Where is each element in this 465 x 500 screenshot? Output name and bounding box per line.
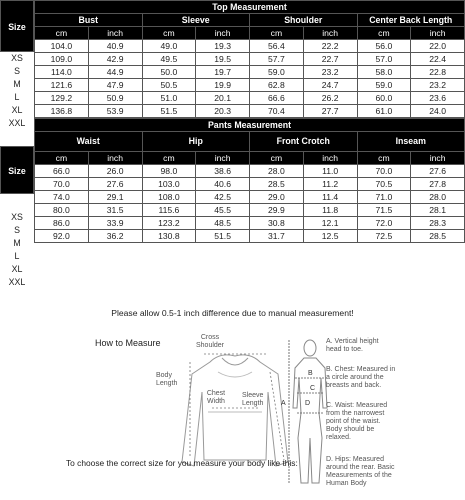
- table-cell: 28.0: [411, 191, 465, 204]
- table-cell: 70.0: [35, 178, 89, 191]
- table-cell: 71.5: [357, 204, 411, 217]
- unit-inch: inch: [196, 27, 250, 40]
- table-cell: 26.2: [303, 92, 357, 105]
- unit-inch: inch: [303, 152, 357, 165]
- table-row: [35, 53, 465, 66]
- table-cell: 29.9: [250, 204, 304, 217]
- unit-cm: cm: [35, 152, 89, 165]
- marker-d: D: [305, 400, 311, 407]
- table-cell: 22.7: [303, 53, 357, 66]
- size-label: S: [14, 66, 20, 76]
- table-cell: 51.5: [196, 230, 250, 243]
- unit-inch: inch: [411, 27, 465, 40]
- legend-d: D. Hips: Measured around the rear. Basic Measurements of the Human Body: [326, 456, 395, 487]
- group-center-back-length: Center Back Length: [357, 14, 465, 27]
- table-cell: 12.5: [303, 230, 357, 243]
- table-cell: 80.0: [35, 204, 89, 217]
- top-measurement-table: [34, 0, 465, 118]
- unit-inch: inch: [196, 152, 250, 165]
- table-cell: 19.7: [196, 66, 250, 79]
- body-length-label: Body Length: [156, 372, 178, 387]
- table-cell: 12.1: [303, 217, 357, 230]
- table-row: [35, 230, 465, 243]
- table-cell: 129.2: [35, 92, 89, 105]
- table-cell: 114.0: [35, 66, 89, 79]
- table-cell: 49.0: [142, 40, 196, 53]
- unit-cm: cm: [250, 27, 304, 40]
- group-sleeve: Sleeve: [142, 14, 250, 27]
- table-cell: 136.8: [35, 105, 89, 118]
- how-to-measure-title: How to Measure: [95, 338, 161, 348]
- table-row: [35, 204, 465, 217]
- table-cell: 22.4: [411, 53, 465, 66]
- table-cell: 22.8: [411, 66, 465, 79]
- size-label: M: [13, 238, 21, 248]
- choose-size-text: To choose the correct size for you measure your body like this:: [66, 458, 298, 468]
- table-cell: 38.6: [196, 165, 250, 178]
- unit-cm: cm: [35, 27, 89, 40]
- group-bust: Bust: [35, 14, 143, 27]
- group-shoulder: Shoulder: [250, 14, 358, 27]
- marker-c: C: [310, 385, 316, 392]
- unit-inch: inch: [303, 27, 357, 40]
- how-to-measure-diagram: [0, 330, 465, 500]
- unit-inch: inch: [88, 27, 142, 40]
- chest-width-label: Chest Width: [206, 390, 226, 405]
- top-title: Top Measurement: [35, 1, 465, 14]
- table-cell: 70.0: [357, 165, 411, 178]
- table-cell: 29.1: [88, 191, 142, 204]
- table-cell: 20.3: [196, 105, 250, 118]
- table-cell: 27.8: [411, 178, 465, 191]
- size-label: XS: [11, 53, 23, 63]
- table-cell: 92.0: [35, 230, 89, 243]
- table-row: [35, 178, 465, 191]
- size-label: XXL: [8, 277, 26, 287]
- size-label: L: [14, 251, 20, 261]
- table-cell: 98.0: [142, 165, 196, 178]
- size-label: XL: [11, 105, 23, 115]
- table-cell: 57.0: [357, 53, 411, 66]
- pants-measurement-table: [34, 118, 465, 243]
- table-row: [35, 217, 465, 230]
- table-cell: 23.6: [411, 92, 465, 105]
- table-cell: 33.9: [88, 217, 142, 230]
- table-cell: 27.7: [303, 105, 357, 118]
- size-header-pants: Size: [0, 146, 34, 194]
- legend-c: C. Waist: Measured from the narrowest point of the waist. Body should be relaxed.: [326, 402, 388, 441]
- size-header-top: Size: [0, 0, 34, 52]
- unit-cm: cm: [250, 152, 304, 165]
- unit-cm: cm: [357, 27, 411, 40]
- measurement-note: Please allow 0.5-1 inch difference due to manual measurement!: [111, 308, 354, 318]
- table-cell: 11.2: [303, 178, 357, 191]
- table-cell: 11.4: [303, 191, 357, 204]
- group-front-crotch: Front Crotch: [250, 132, 358, 152]
- table-row: [35, 40, 465, 53]
- table-cell: 28.0: [250, 165, 304, 178]
- table-row: [35, 92, 465, 105]
- table-cell: 53.9: [88, 105, 142, 118]
- table-cell: 47.9: [88, 79, 142, 92]
- sleeve-length-label: Sleeve Length: [242, 392, 264, 407]
- table-row: [35, 105, 465, 118]
- table-cell: 66.6: [250, 92, 304, 105]
- size-chart: [34, 0, 465, 243]
- legend-b: B. Chest: Measured in a circle around the breasts and back.: [326, 366, 396, 389]
- unit-inch: inch: [88, 152, 142, 165]
- table-row: [35, 191, 465, 204]
- size-label: XL: [11, 264, 23, 274]
- table-cell: 121.6: [35, 79, 89, 92]
- table-cell: 123.2: [142, 217, 196, 230]
- table-cell: 11.0: [303, 165, 357, 178]
- marker-b: B: [308, 370, 313, 377]
- cross-shoulder-label: Cross Shoulder: [195, 334, 225, 349]
- table-cell: 11.8: [303, 204, 357, 217]
- table-cell: 72.5: [357, 230, 411, 243]
- table-cell: 51.0: [142, 92, 196, 105]
- table-cell: 130.8: [142, 230, 196, 243]
- table-cell: 26.0: [88, 165, 142, 178]
- unit-cm: cm: [357, 152, 411, 165]
- size-label: S: [14, 225, 20, 235]
- table-row: [35, 165, 465, 178]
- size-label: M: [13, 79, 21, 89]
- group-waist: Waist: [35, 132, 143, 152]
- table-cell: 49.5: [142, 53, 196, 66]
- table-cell: 61.0: [357, 105, 411, 118]
- pants-title: Pants Measurement: [35, 119, 465, 132]
- table-row: [35, 79, 465, 92]
- table-cell: 48.5: [196, 217, 250, 230]
- legend-a: A. Vertical height head to toe.: [326, 338, 379, 353]
- table-cell: 24.0: [411, 105, 465, 118]
- table-cell: 72.0: [357, 217, 411, 230]
- table-cell: 42.9: [88, 53, 142, 66]
- unit-inch: inch: [411, 152, 465, 165]
- table-row: [35, 66, 465, 79]
- table-cell: 59.0: [357, 79, 411, 92]
- table-cell: 70.4: [250, 105, 304, 118]
- table-cell: 27.6: [411, 165, 465, 178]
- table-cell: 28.3: [411, 217, 465, 230]
- table-cell: 86.0: [35, 217, 89, 230]
- table-cell: 70.5: [357, 178, 411, 191]
- pants-size-column: [0, 211, 34, 289]
- table-cell: 36.2: [88, 230, 142, 243]
- table-cell: 108.0: [142, 191, 196, 204]
- table-cell: 115.6: [142, 204, 196, 217]
- table-cell: 71.0: [357, 191, 411, 204]
- table-cell: 28.1: [411, 204, 465, 217]
- table-cell: 51.5: [142, 105, 196, 118]
- unit-cm: cm: [142, 152, 196, 165]
- table-cell: 19.9: [196, 79, 250, 92]
- table-cell: 103.0: [142, 178, 196, 191]
- table-cell: 42.5: [196, 191, 250, 204]
- table-cell: 28.5: [411, 230, 465, 243]
- table-cell: 62.8: [250, 79, 304, 92]
- table-cell: 23.2: [303, 66, 357, 79]
- size-label: XS: [11, 212, 23, 222]
- top-size-column: [0, 52, 34, 130]
- size-label: L: [14, 92, 20, 102]
- table-cell: 40.6: [196, 178, 250, 191]
- table-cell: 50.5: [142, 79, 196, 92]
- table-cell: 27.6: [88, 178, 142, 191]
- table-cell: 74.0: [35, 191, 89, 204]
- unit-cm: cm: [142, 27, 196, 40]
- size-label: XXL: [8, 118, 26, 128]
- table-cell: 58.0: [357, 66, 411, 79]
- table-cell: 40.9: [88, 40, 142, 53]
- table-cell: 19.3: [196, 40, 250, 53]
- group-inseam: Inseam: [357, 132, 465, 152]
- table-cell: 60.0: [357, 92, 411, 105]
- table-cell: 29.0: [250, 191, 304, 204]
- group-hip: Hip: [142, 132, 250, 152]
- table-cell: 66.0: [35, 165, 89, 178]
- table-cell: 31.7: [250, 230, 304, 243]
- marker-a: A: [281, 400, 286, 407]
- table-cell: 45.5: [196, 204, 250, 217]
- table-cell: 56.0: [357, 40, 411, 53]
- table-cell: 50.9: [88, 92, 142, 105]
- table-cell: 104.0: [35, 40, 89, 53]
- table-cell: 19.5: [196, 53, 250, 66]
- table-cell: 44.9: [88, 66, 142, 79]
- table-cell: 30.8: [250, 217, 304, 230]
- table-cell: 56.4: [250, 40, 304, 53]
- table-cell: 23.2: [411, 79, 465, 92]
- table-cell: 109.0: [35, 53, 89, 66]
- table-cell: 24.7: [303, 79, 357, 92]
- table-cell: 28.5: [250, 178, 304, 191]
- table-cell: 31.5: [88, 204, 142, 217]
- table-cell: 57.7: [250, 53, 304, 66]
- table-cell: 22.2: [303, 40, 357, 53]
- table-cell: 50.0: [142, 66, 196, 79]
- table-cell: 59.0: [250, 66, 304, 79]
- table-cell: 20.1: [196, 92, 250, 105]
- table-cell: 22.0: [411, 40, 465, 53]
